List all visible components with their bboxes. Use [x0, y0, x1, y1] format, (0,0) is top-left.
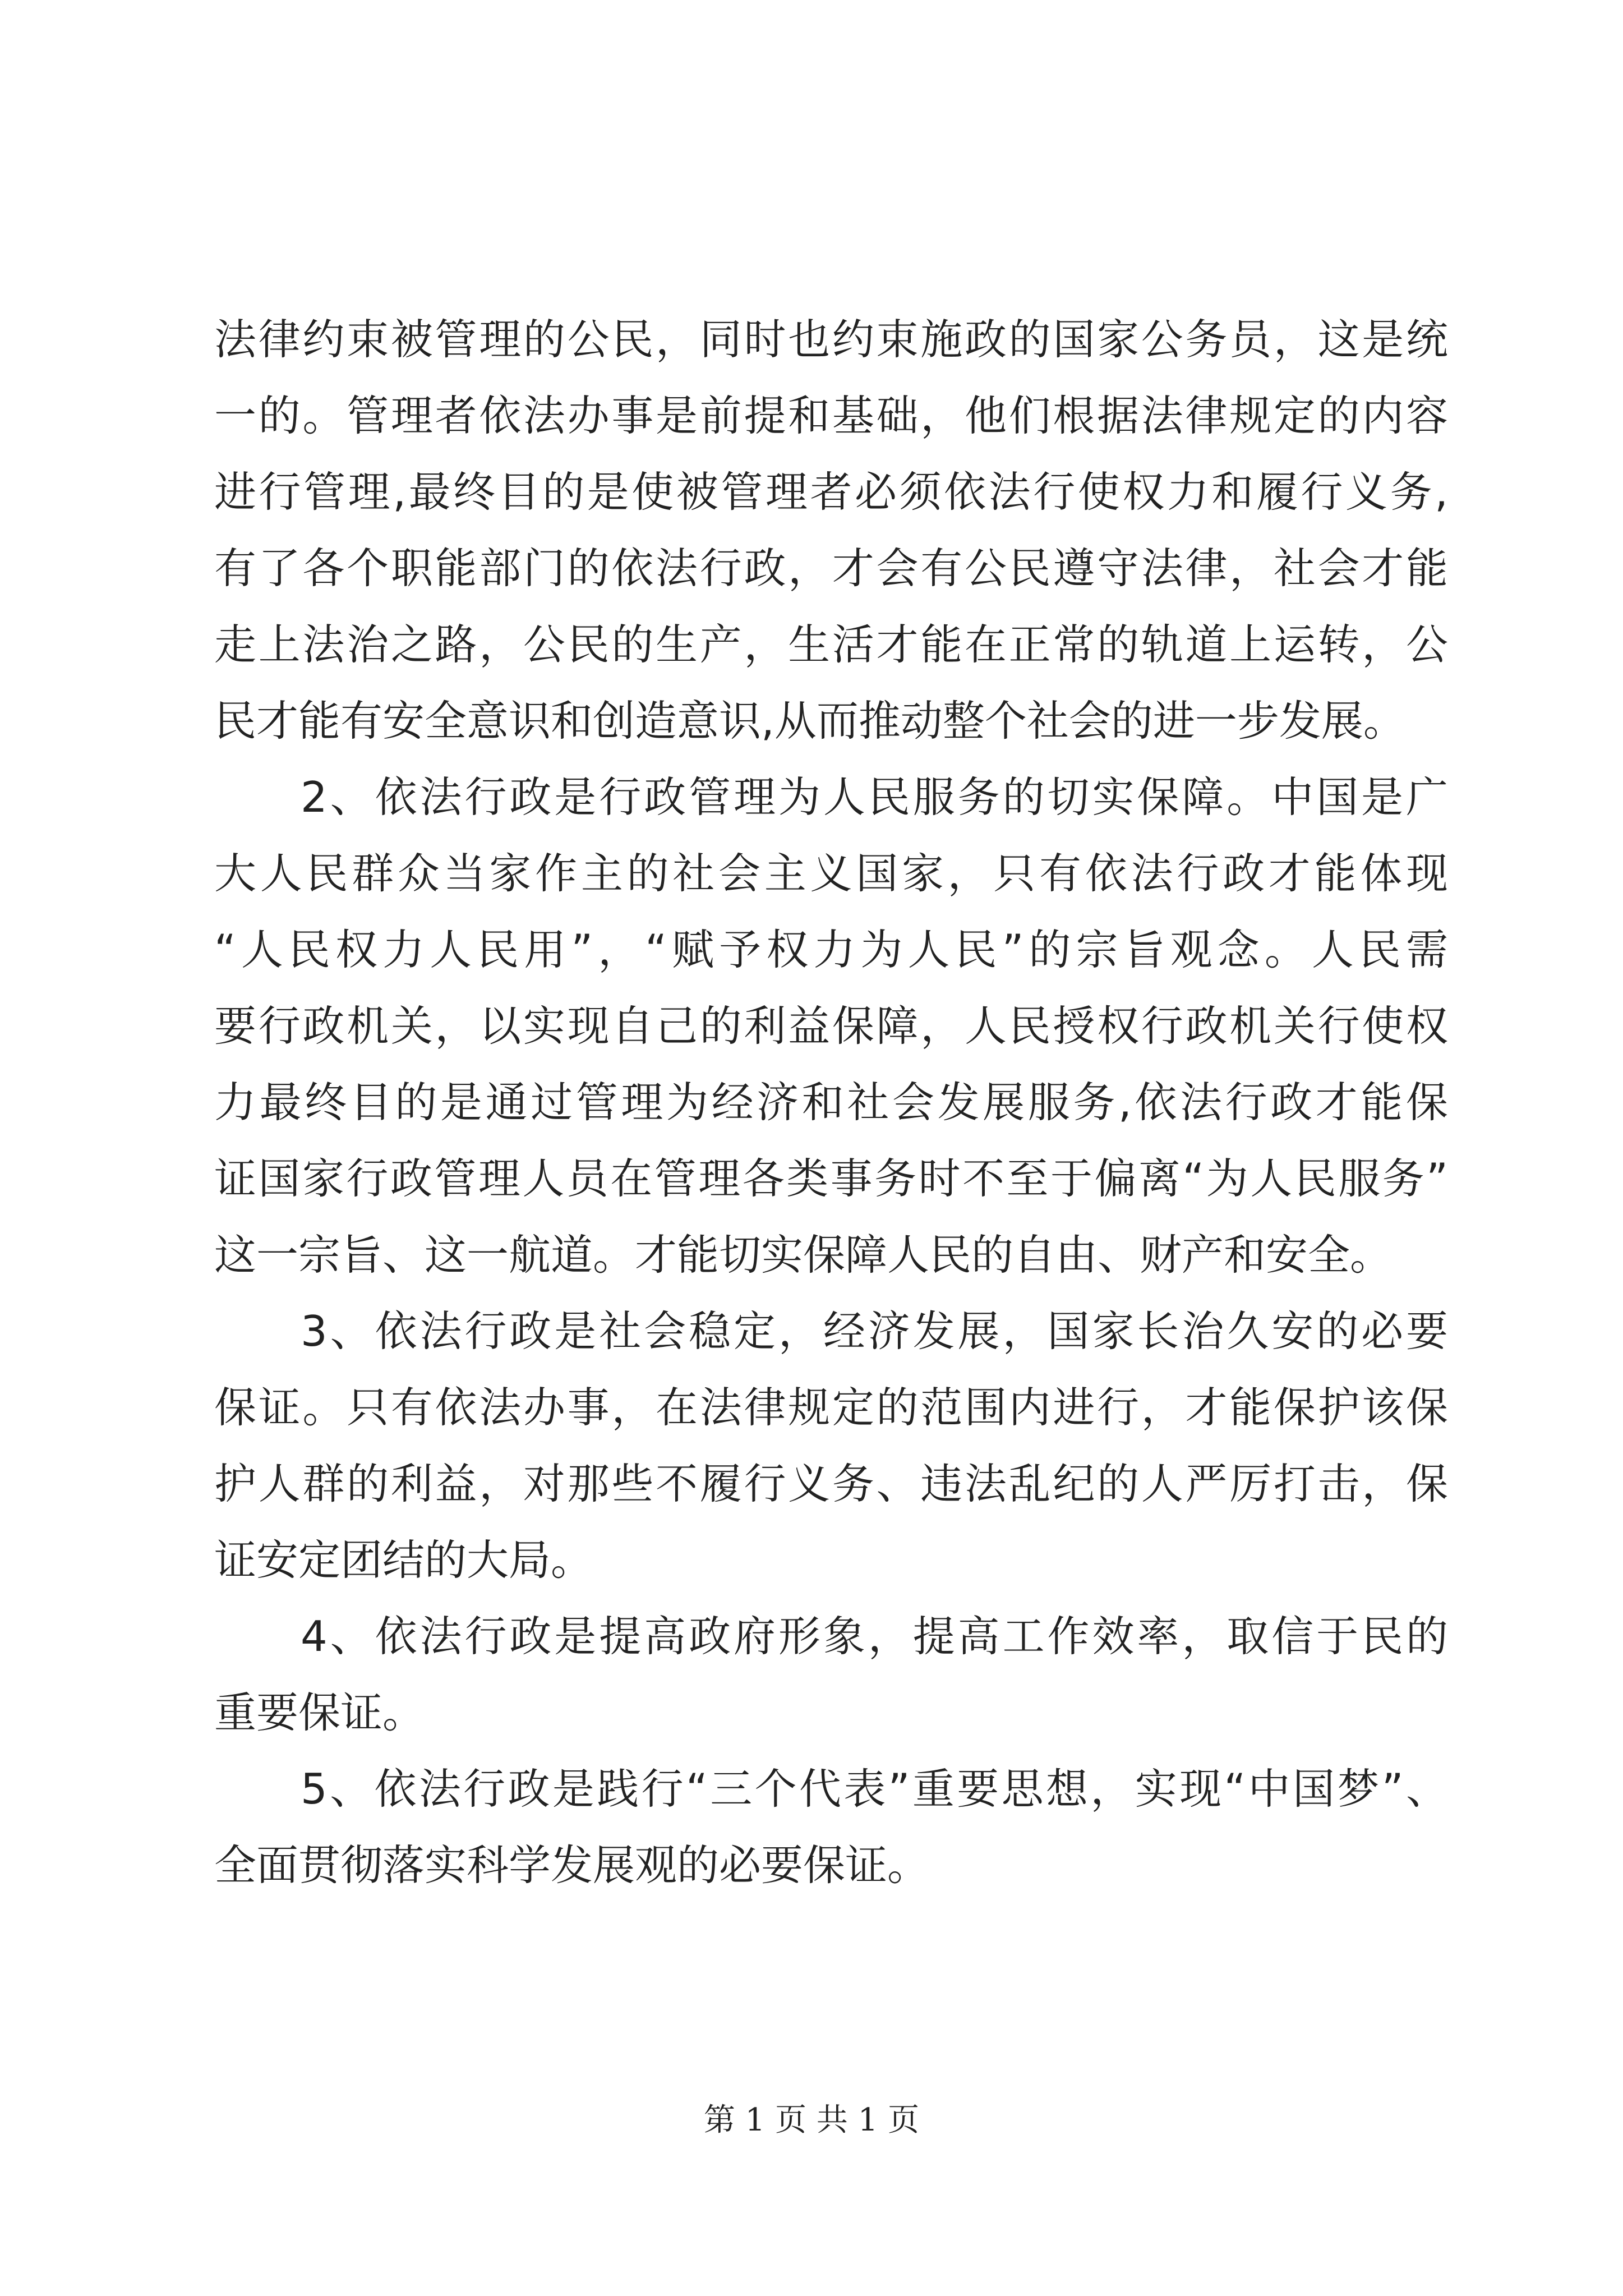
text-line: 重要保证。: [214, 1688, 425, 1737]
page-number-footer: 第 1 页 共 1 页: [703, 2102, 920, 2138]
paragraph-start-line: 5、依法行政是践行“三个代表”重要思想，实现“中国梦”、: [301, 1764, 1448, 1814]
text-line: 这一宗旨、这一航道。才能切实保障人民的自由、财产和安全。: [214, 1230, 1393, 1280]
text-line: 护人群的利益，对那些不履行义务、违法乱纪的人严厉打击，保: [214, 1459, 1448, 1508]
text-line: 保证。只有依法办事，在法律规定的范围内进行，才能保护该保: [214, 1383, 1448, 1432]
text-line: 民才能有安全意识和创造意识,从而推动整个社会的进一步发展。: [214, 696, 1405, 746]
text-line: 走上法治之路，公民的生产，生活才能在正常的轨道上运转，公: [214, 620, 1448, 669]
text-line: 证国家行政管理人员在管理各类事务时不至于偏离“为人民服务”: [214, 1154, 1448, 1203]
text-line: 要行政机关，以实现自己的利益保障，人民授权行政机关行使权: [214, 1001, 1448, 1051]
paragraph-start-line: 3、依法行政是社会稳定，经济发展，国家长治久安的必要: [301, 1306, 1448, 1356]
text-line: 全面贯彻落实科学发展观的必要保证。: [214, 1841, 930, 1890]
text-line: 法律约束被管理的公民，同时也约束施政的国家公务员，这是统: [214, 315, 1448, 364]
text-line: 一的。管理者依法办事是前提和基础，他们根据法律规定的内容: [214, 391, 1448, 440]
text-line: 证安定团结的大局。: [214, 1535, 593, 1585]
text-line: “人民权力人民用”，“赋予权力为人民”的宗旨观念。人民需: [214, 925, 1448, 974]
paragraph-start-line: 2、依法行政是行政管理为人民服务的切实保障。中国是广: [301, 772, 1448, 822]
text-line: 力最终目的是通过管理为经济和社会发展服务,依法行政才能保: [214, 1078, 1448, 1127]
text-line: 大人民群众当家作主的社会主义国家，只有依法行政才能体现: [214, 849, 1448, 898]
paragraph-start-line: 4、依法行政是提高政府形象，提高工作效率，取信于民的: [301, 1612, 1448, 1661]
text-line: 有了各个职能部门的依法行政，才会有公民遵守法律，社会才能: [214, 544, 1448, 593]
text-line: 进行管理,最终目的是使被管理者必须依法行使权力和履行义务,: [214, 467, 1448, 517]
